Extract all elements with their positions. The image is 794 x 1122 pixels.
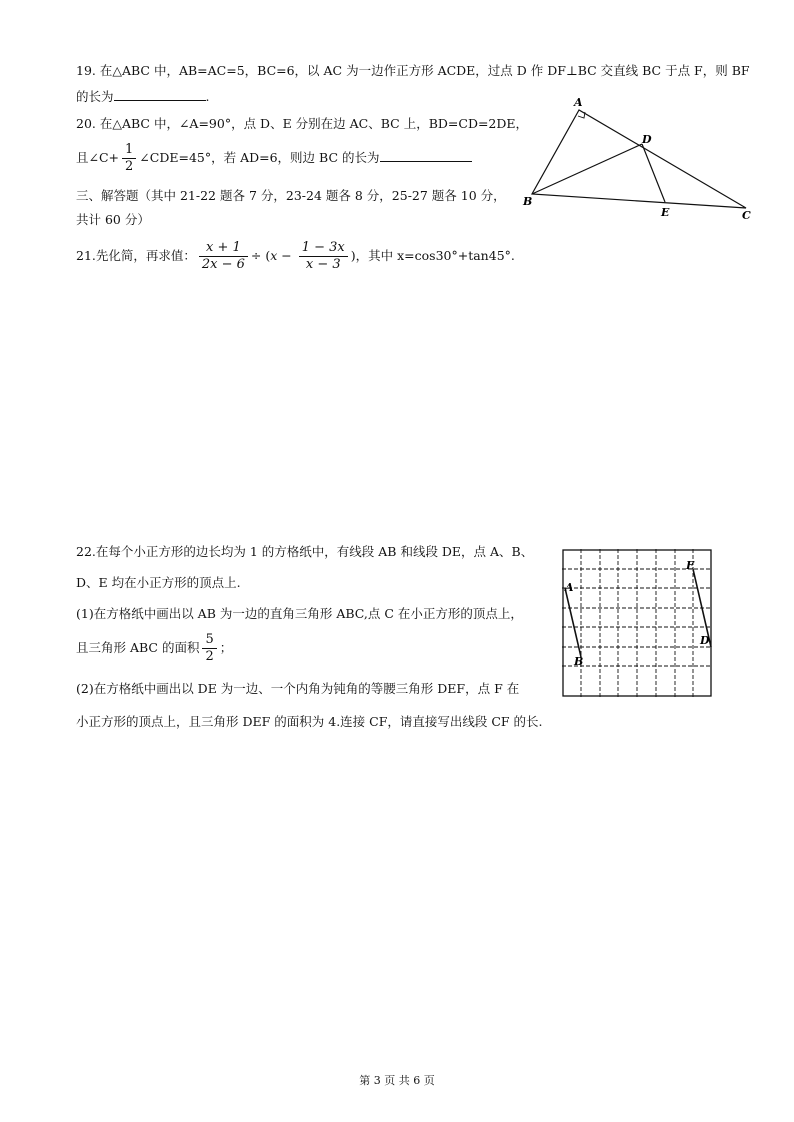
q20-text-b: ∠CDE=45°，若 AD=6，则边 BC 的长为 [139,150,380,165]
q22-line4 [76,630,232,666]
q22-line6: 小正方形的顶点上，且三角形 DEF 的面积为 4.连接 CF，请直接写出线段 CF 的长. [76,714,543,729]
grid-label-b: B [574,655,584,668]
q22-frac-den: 2 [205,649,214,664]
grid-label-d: D [700,634,710,647]
q22-line5: (2)在方格纸中画出以 DE 为一边、一个内角为钝角的等腰三角形 DEF，点 F 在 [76,681,520,696]
q21-prefix: 21.先化简，再求值： [76,248,196,263]
q19-line2 [76,88,210,106]
grid-figure [562,549,714,699]
label-d: D [642,133,652,146]
q21-frac1-num: x + 1 [199,240,248,257]
q21-suffix: )，其中 x=cos30°+tan45°. [350,248,515,263]
label-e: E [661,206,670,219]
q21-x: x [270,248,278,263]
q22-line1: 22.在每个小正方形的边长均为 1 的方格纸中，有线段 AB 和线段 DE，点 A、B、 [76,544,534,559]
q21-frac2-den: x − 3 [305,257,341,272]
q21-minus: − [277,248,296,263]
segment-bd [532,144,642,194]
q20-answer-blank[interactable] [380,149,472,162]
triangle-abc [532,110,746,208]
q20-fraction [122,142,136,175]
q21-frac2-num: 1 − 3x [299,240,348,257]
label-b: B [523,195,533,208]
segment-ab [565,588,581,657]
label-a: A [574,96,583,109]
q20-line1: 20. 在△ABC 中，∠A=90°，点 D、E 分别在边 AC、BC 上，BD=CD=2DE， [76,116,529,131]
q21-div: ÷ ( [250,248,271,263]
q19-period: . [205,89,210,104]
q22-text-a: 且三角形 ABC 的面积 [76,640,200,655]
page-footer: 第 3 页 共 6 页 [359,1074,435,1087]
grid-label-a: A [565,581,574,594]
q21-fraction-1 [199,240,248,273]
section3-line2: 共计 60 分） [76,212,150,227]
q22-frac-num: 5 [202,632,216,649]
label-c: C [742,209,751,222]
q21-fraction-2 [299,240,348,273]
q20-frac-num: 1 [122,142,136,159]
q21-frac1-den: 2x − 6 [201,257,245,272]
q20-text-a: 且∠C+ [76,150,120,165]
q19-text: 的长为 [76,89,114,104]
q20-line2 [76,140,472,176]
q21-line [76,236,515,276]
triangle-figure [518,92,758,224]
q20-frac-den: 2 [125,159,134,174]
segment-de [642,144,665,202]
q19-line1: 19. 在△ABC 中，AB=AC=5，BC=6，以 AC 为一边作正方形 ACDE，过点 D 作 DF⊥BC 交直线 BC 于点 F，则 BF [76,63,750,78]
grid-label-e: E [686,559,695,572]
section3-line1: 三、解答题（其中 21-22 题各 7 分，23-24 题各 8 分，25-27 题各 10 分， [76,188,506,203]
q22-line3: (1)在方格纸中画出以 AB 为一边的直角三角形 ABC,点 C 在小正方形的顶点上， [76,606,523,621]
q22-text-b: ； [219,640,233,655]
q22-line2: D、E 均在小正方形的顶点上. [76,575,241,590]
q19-answer-blank[interactable] [114,88,206,101]
q22-fraction [202,632,216,665]
